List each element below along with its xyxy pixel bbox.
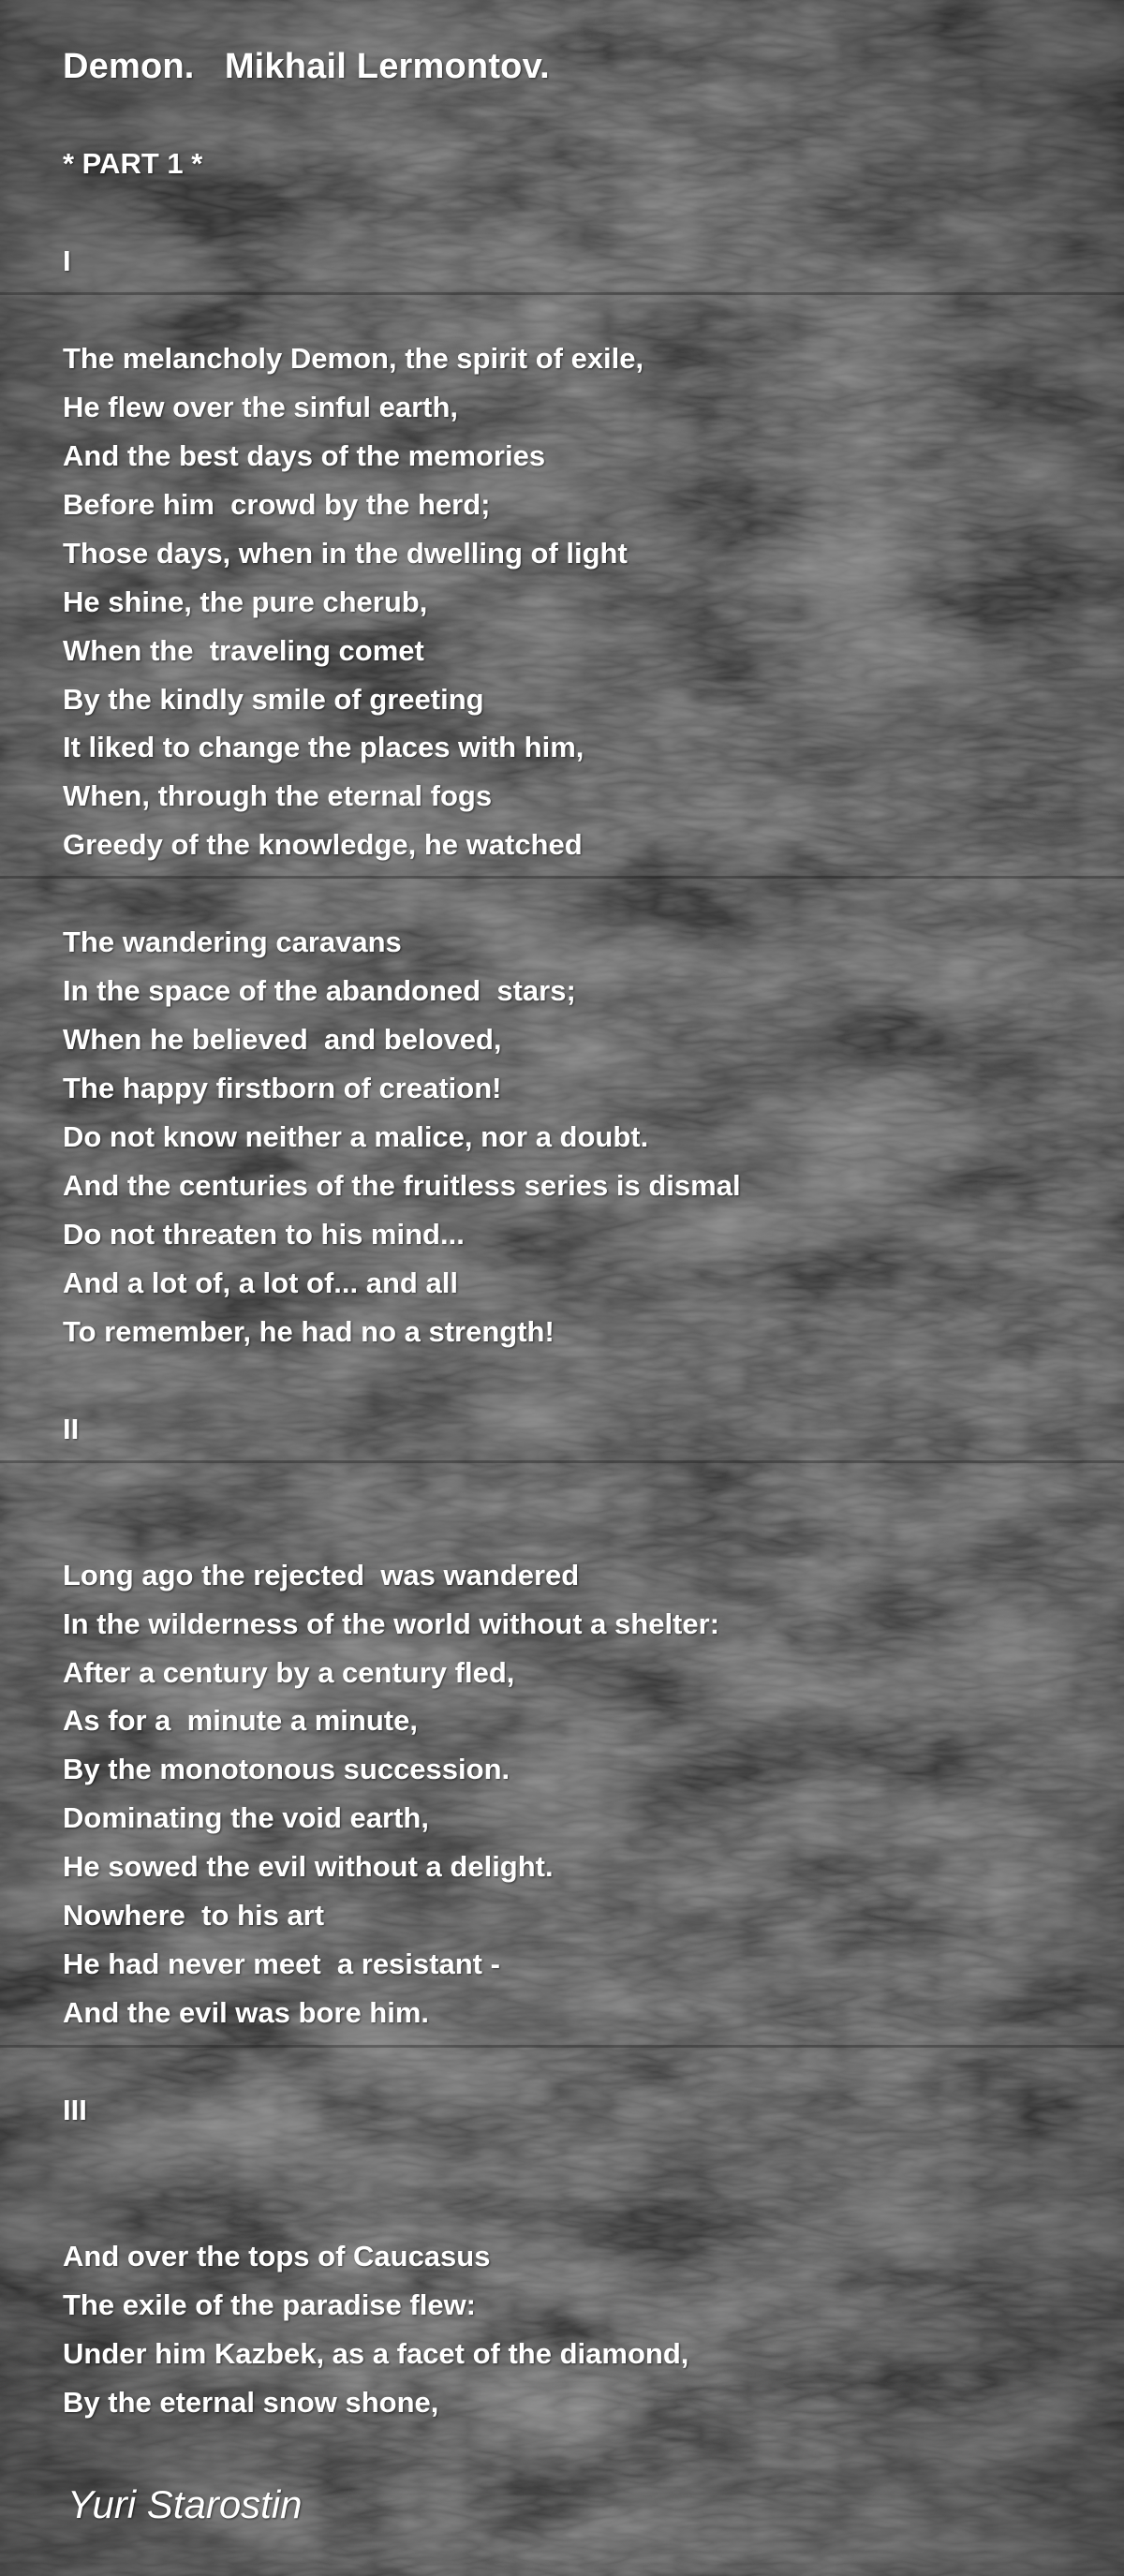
poem-line: It liked to change the places with him, bbox=[63, 731, 584, 764]
poem-line: * PART 1 * bbox=[63, 147, 203, 180]
poem-line: As for a minute a minute, bbox=[63, 1704, 418, 1738]
poem-line: Do not threaten to his mind... bbox=[63, 1217, 465, 1251]
poem-line: In the space of the abandoned stars; bbox=[63, 974, 576, 1008]
poem-line: And over the tops of Caucasus bbox=[63, 2239, 491, 2273]
texture-seam bbox=[0, 876, 1124, 879]
poem-line: He shine, the pure cherub, bbox=[63, 585, 428, 618]
poem-line: The melancholy Demon, the spirit of exile, bbox=[63, 341, 644, 375]
poem-line: And the best days of the memories bbox=[63, 438, 546, 472]
poem-line: He flew over the sinful earth, bbox=[63, 390, 459, 423]
poem-line: And the evil was bore him. bbox=[63, 1996, 430, 2030]
poem-line: And a lot of, a lot of... and all bbox=[63, 1266, 458, 1299]
poem-line: And the centuries of the fruitless series is dismal bbox=[63, 1169, 741, 1202]
texture-seam bbox=[0, 2045, 1124, 2048]
poem-line: Under him Kazbek, as a facet of the diamond, bbox=[63, 2336, 689, 2370]
author-signature: Yuri Starostin bbox=[67, 2482, 303, 2526]
poem-line: Dominating the void earth, bbox=[63, 1801, 429, 1835]
poem-line: Nowhere to his art bbox=[63, 1899, 325, 1932]
poem-line: II bbox=[63, 1412, 80, 1445]
poem-line: When, through the eternal fogs bbox=[63, 779, 493, 813]
poem-line: By the monotonous succession. bbox=[63, 1753, 510, 1786]
poem-line: After a century by a century fled, bbox=[63, 1655, 515, 1689]
texture-seam bbox=[0, 292, 1124, 295]
poem-line: When he believed and beloved, bbox=[63, 1023, 502, 1057]
poem-line: By the kindly smile of greeting bbox=[63, 682, 484, 716]
poem-line: Those days, when in the dwelling of light bbox=[63, 536, 628, 570]
poem-line: To remember, he had no a strength! bbox=[63, 1314, 555, 1348]
poem-line: He had never meet a resistant - bbox=[63, 1947, 500, 1981]
poem-line: The exile of the paradise flew: bbox=[63, 2287, 477, 2321]
poem-line: Greedy of the knowledge, he watched bbox=[63, 828, 583, 862]
poem-line: By the eternal snow shone, bbox=[63, 2385, 439, 2419]
poem-line: I bbox=[63, 244, 71, 277]
texture-seam bbox=[0, 1460, 1124, 1463]
poem-line: The happy firstborn of creation! bbox=[63, 1072, 502, 1105]
poem-line: Do not know neither a malice, nor a doubt. bbox=[63, 1120, 649, 1153]
poem-line: When the traveling comet bbox=[63, 633, 424, 667]
poem-line: He sowed the evil without a delight. bbox=[63, 1850, 554, 1884]
poem-title: Demon. Mikhail Lermontov. bbox=[63, 47, 550, 86]
poem-line: The wandering caravans bbox=[63, 925, 402, 959]
poem-line: Long ago the rejected was wandered bbox=[63, 1558, 580, 1591]
poem-line: In the wilderness of the world without a shelter: bbox=[63, 1606, 720, 1640]
poem-line: III bbox=[63, 2094, 87, 2126]
poem-line: Before him crowd by the herd; bbox=[63, 487, 491, 521]
